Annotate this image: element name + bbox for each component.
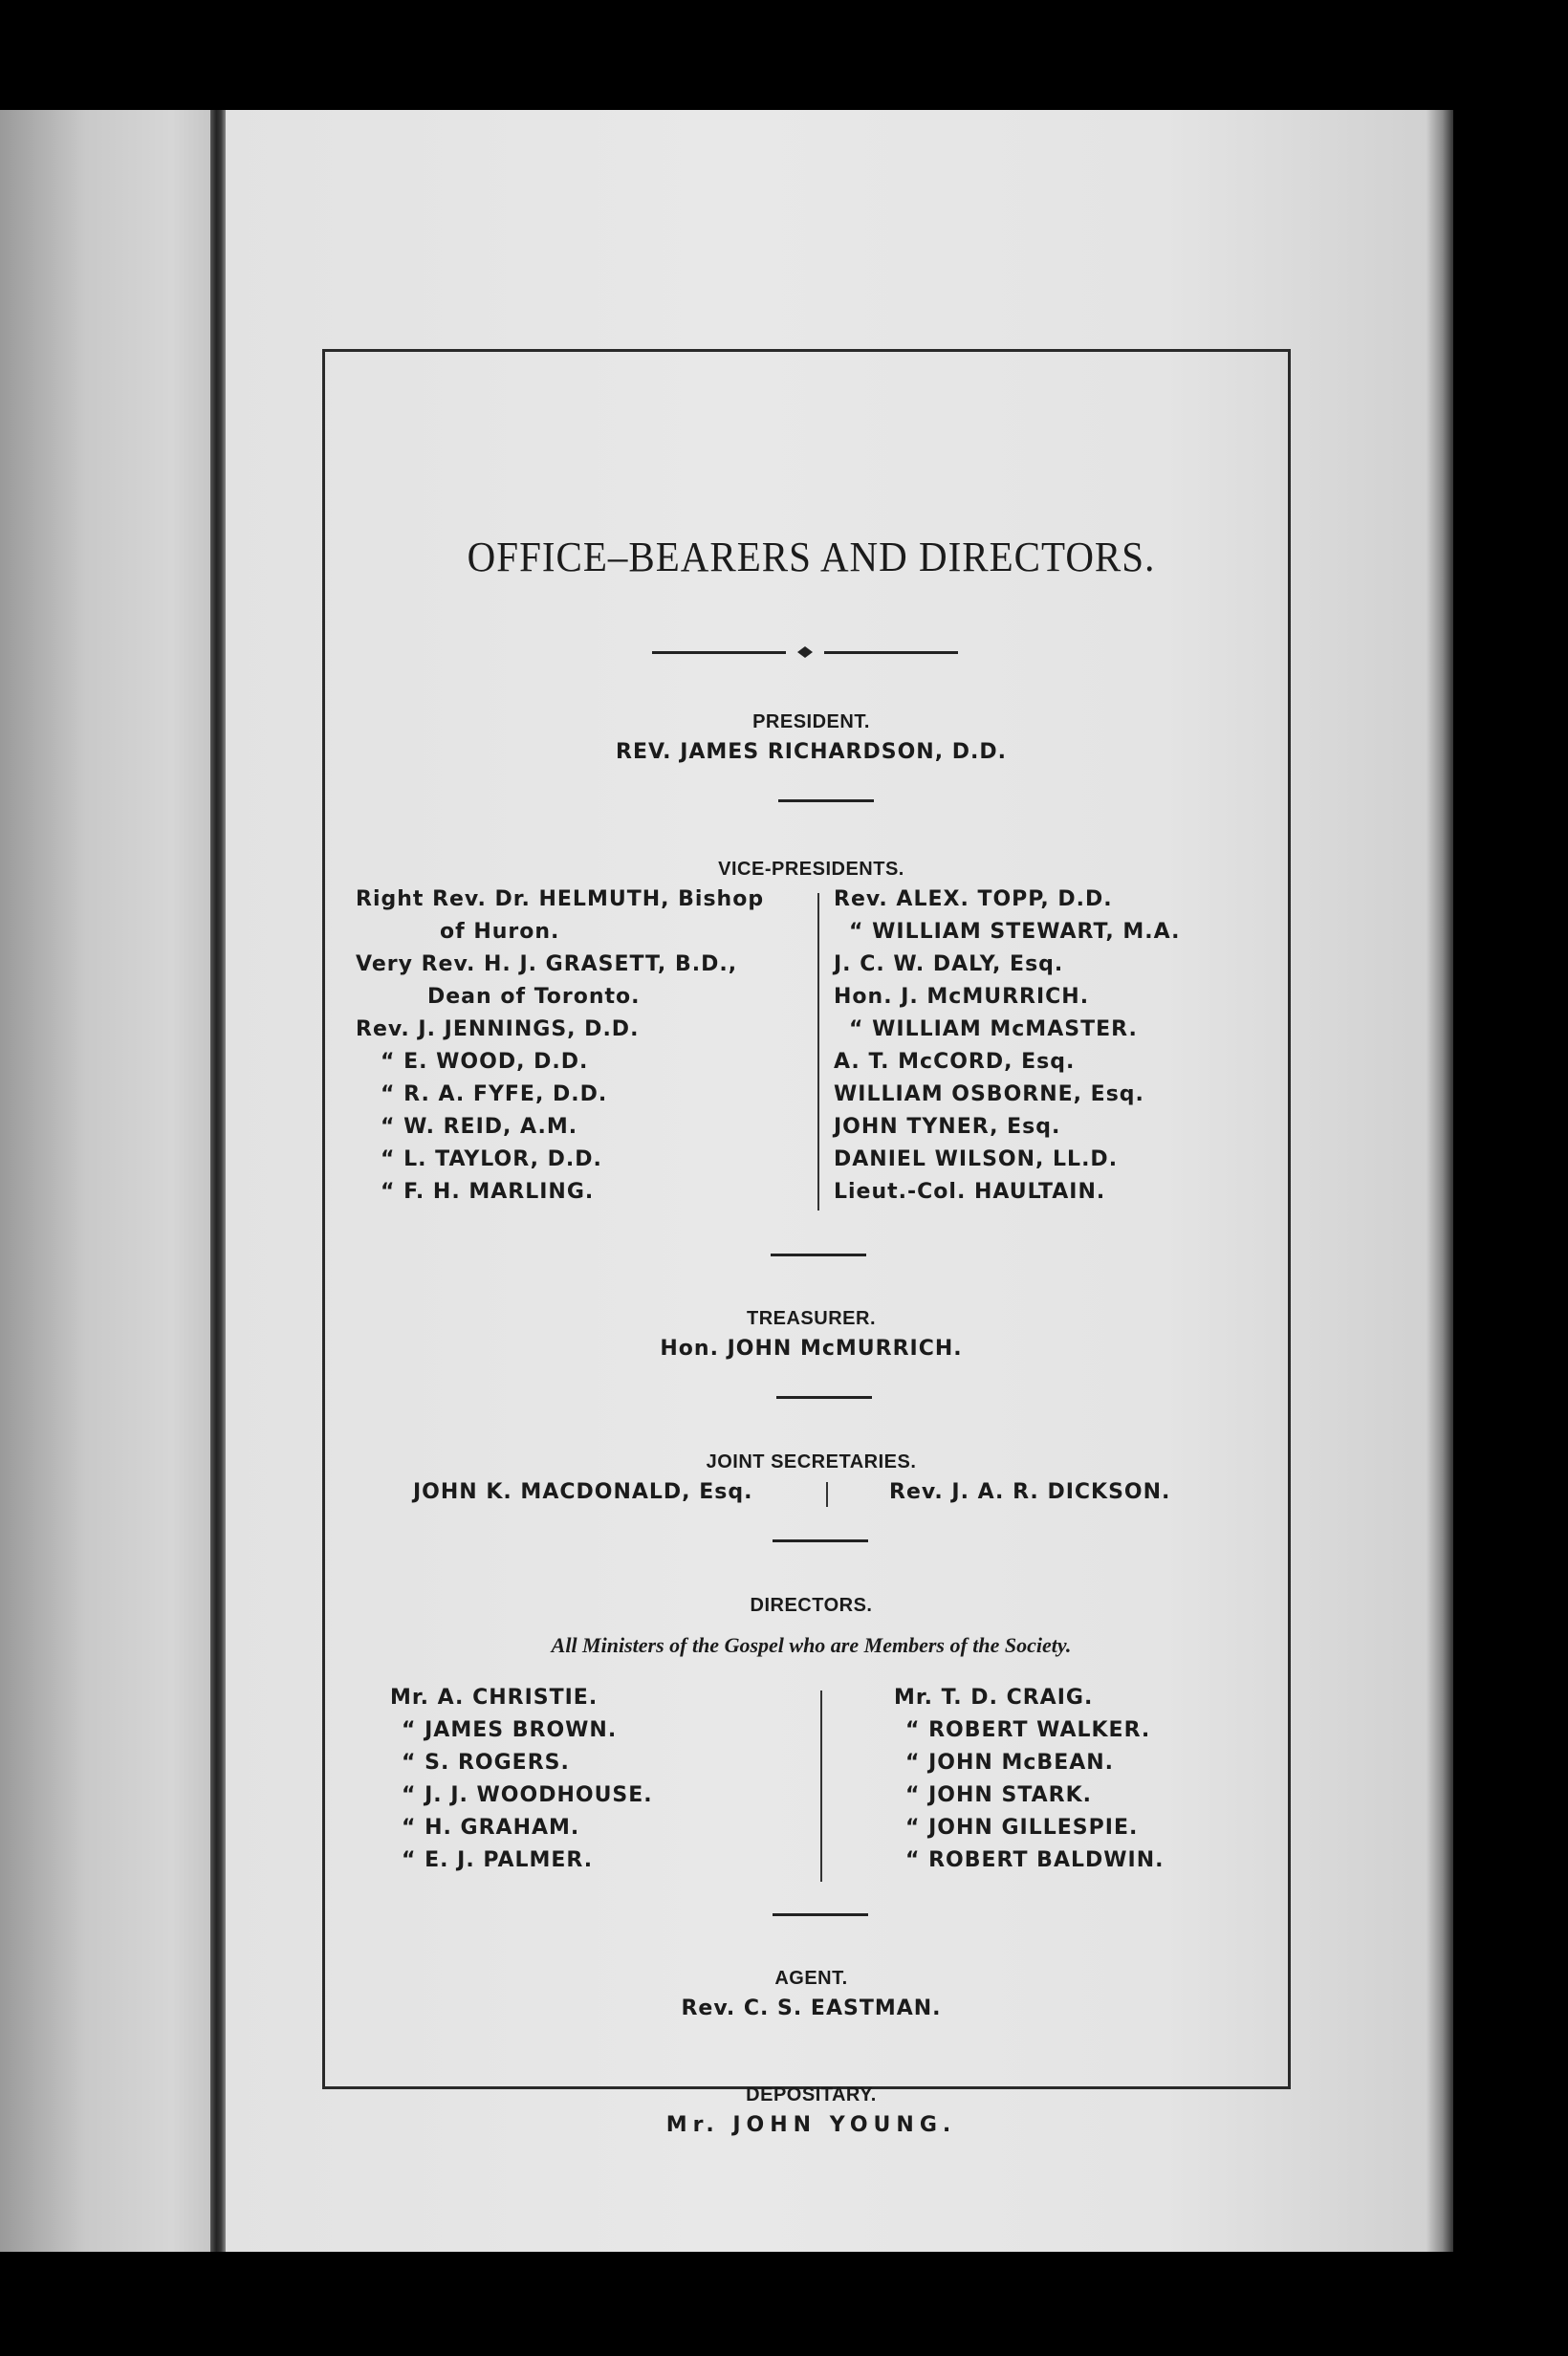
vp-left-1: of Huron. (440, 920, 560, 944)
vp-right-4: “ WILLIAM McMASTER. (849, 1017, 1138, 1041)
director-left-5: “ E. J. PALMER. (402, 1848, 594, 1872)
director-left-1: “ JAMES BROWN. (402, 1718, 618, 1742)
director-left-2: “ S. ROGERS. (402, 1751, 570, 1775)
vp-right-5: A. T. McCORD, Esq. (834, 1050, 1076, 1074)
vp-left-5: “ E. WOOD, D.D. (381, 1050, 589, 1074)
page-title: OFFICE–BEARERS AND DIRECTORS. (467, 533, 1156, 580)
vp-right-1: “ WILLIAM STEWART, M.A. (849, 920, 1181, 944)
vp-left-6: “ R. A. FYFE, D.D. (381, 1082, 608, 1106)
scanned-page (0, 110, 1453, 2252)
director-right-3: “ JOHN STARK. (905, 1783, 1093, 1807)
vp-left-0: Right Rev. Dr. HELMUTH, Bishop (356, 887, 765, 911)
secretaries-divider (826, 1482, 828, 1507)
agent-heading: AGENT. (774, 1968, 848, 1989)
director-right-0: Mr. T. D. CRAIG. (894, 1686, 1094, 1710)
vice-presidents-heading: VICE-PRESIDENTS. (718, 859, 904, 880)
vp-right-0: Rev. ALEX. TOPP, D.D. (834, 887, 1113, 911)
depositary-name: Mr. JOHN YOUNG. (665, 2113, 957, 2137)
secretary-right: Rev. J. A. R. DICKSON. (889, 1480, 1171, 1504)
directors-column-divider (820, 1691, 822, 1882)
treasurer-name: Hon. JOHN McMURRICH. (660, 1337, 963, 1361)
joint-secretaries-heading: JOINT SECRETARIES. (706, 1451, 917, 1472)
facing-page-edge (0, 110, 215, 2252)
director-left-3: “ J. J. WOODHOUSE. (402, 1783, 653, 1807)
president-heading: PRESIDENT. (752, 711, 870, 732)
directors-note: All Ministers of the Gospel who are Members of the Society. (551, 1633, 1072, 1657)
president-name: REV. JAMES RICHARDSON, D.D. (616, 740, 1007, 764)
vp-right-9: Lieut.-Col. HAULTAIN. (834, 1180, 1106, 1204)
title-ornament (652, 645, 958, 659)
section-divider (773, 1539, 868, 1542)
column-divider (817, 893, 819, 1211)
secretary-left: JOHN K. MACDONALD, Esq. (413, 1480, 753, 1504)
vp-right-7: JOHN TYNER, Esq. (834, 1115, 1061, 1139)
vp-right-6: WILLIAM OSBORNE, Esq. (834, 1082, 1144, 1106)
directors-heading: DIRECTORS. (750, 1595, 873, 1616)
vp-left-8: “ L. TAYLOR, D.D. (381, 1147, 602, 1171)
director-right-1: “ ROBERT WALKER. (905, 1718, 1151, 1742)
director-right-4: “ JOHN GILLESPIE. (905, 1816, 1139, 1840)
treasurer-heading: TREASURER. (746, 1308, 876, 1329)
vp-right-8: DANIEL WILSON, LL.D. (834, 1147, 1119, 1171)
director-right-2: “ JOHN McBEAN. (905, 1751, 1115, 1775)
vp-left-2: Very Rev. H. J. GRASETT, B.D., (356, 952, 738, 976)
director-right-5: “ ROBERT BALDWIN. (905, 1848, 1165, 1872)
section-divider (778, 799, 874, 802)
vp-left-4: Rev. J. JENNINGS, D.D. (356, 1017, 640, 1041)
director-left-0: Mr. A. CHRISTIE. (390, 1686, 599, 1710)
vp-left-9: “ F. H. MARLING. (381, 1180, 595, 1204)
director-left-4: “ H. GRAHAM. (402, 1816, 580, 1840)
depositary-heading: DEPOSITARY. (746, 2084, 877, 2105)
agent-name: Rev. C. S. EASTMAN. (681, 1996, 942, 2020)
section-divider (771, 1254, 866, 1256)
page-frame (322, 349, 1291, 2137)
vp-left-3: Dean of Toronto. (427, 985, 641, 1009)
page-edge-shadow (1426, 110, 1453, 2252)
section-divider (776, 1396, 872, 1399)
binding-shadow (210, 110, 226, 2252)
vp-left-7: “ W. REID, A.M. (381, 1115, 578, 1139)
vp-right-3: Hon. J. McMURRICH. (834, 985, 1090, 1009)
section-divider (773, 1913, 868, 1916)
vp-right-2: J. C. W. DALY, Esq. (834, 952, 1064, 976)
